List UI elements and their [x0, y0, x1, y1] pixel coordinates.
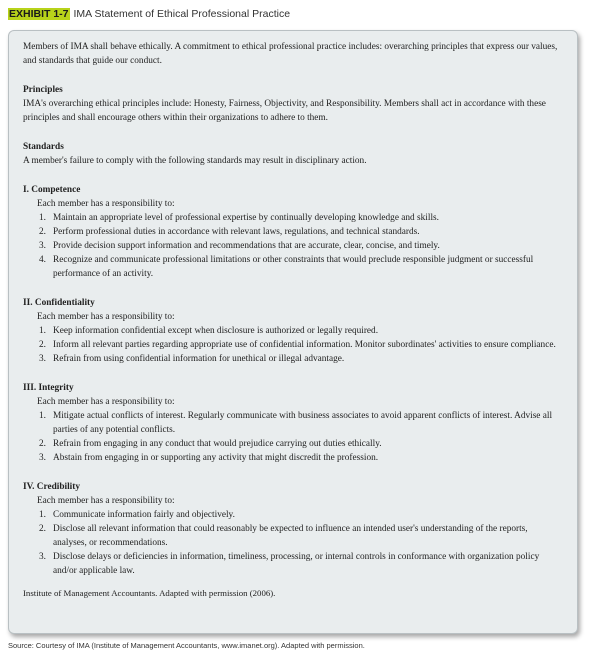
section-heading: IV. Credibility [23, 482, 80, 492]
principles-section [23, 83, 563, 125]
standards-section [23, 140, 563, 168]
responsibility-list [23, 508, 563, 578]
item-number: 1. [39, 326, 46, 336]
list-item [39, 239, 563, 253]
section-lead: Each member has a responsibility to: [37, 312, 175, 322]
exhibit-label: EXHIBIT 1-7 [9, 8, 69, 20]
list-item [39, 508, 563, 522]
responsibility-list [23, 211, 563, 281]
section-lead: Each member has a responsibility to: [37, 496, 175, 506]
section-lead: Each member has a responsibility to: [37, 397, 175, 407]
item-number: 1. [39, 213, 46, 223]
list-item [39, 451, 563, 465]
responsibility-list [23, 409, 563, 465]
item-text: Refrain from engaging in any conduct that would prejudice carrying out duties ethically. [53, 439, 382, 449]
list-item [39, 253, 563, 281]
list-item [39, 225, 563, 239]
item-number: 2. [39, 439, 46, 449]
list-item [39, 211, 563, 225]
section-heading: III. Integrity [23, 383, 74, 393]
item-number: 3. [39, 241, 46, 251]
section-heading: I. Competence [23, 185, 81, 195]
item-number: 3. [39, 552, 46, 562]
principles-text: IMA's overarching ethical principles include: Honesty, Fairness, Objectivity, and Responsibility. Members shall act in accordance with these principles and shall encourage others within their organizations to adhere to them. [23, 99, 546, 123]
item-text: Abstain from engaging in or supporting any activity that might discredit the profession. [53, 453, 379, 463]
standard-section [23, 183, 563, 281]
exhibit-heading: IMA Statement of Ethical Professional Practice [73, 8, 291, 20]
source-caption: Source: Courtesy of IMA (Institute of Management Accountants, www.imanet.org). Adapted with permission. [8, 641, 365, 650]
standard-section [23, 480, 563, 578]
list-item [39, 522, 563, 550]
section-lead: Each member has a responsibility to: [37, 199, 175, 209]
item-text: Disclose all relevant information that could reasonably be expected to influence an intended user's understanding of the reports, analyses, or recommendations. [53, 524, 528, 548]
item-text: Communicate information fairly and objectively. [53, 510, 235, 520]
item-text: Perform professional duties in accordance with relevant laws, regulations, and technical standards. [53, 227, 420, 237]
standards-text: A member's failure to comply with the following standards may result in disciplinary action. [23, 156, 367, 166]
item-text: Maintain an appropriate level of professional expertise by continually developing knowledge and skills. [53, 213, 439, 223]
item-text: Inform all relevant parties regarding appropriate use of confidential information. Monitor subordinates' activities to ensure compliance. [53, 340, 556, 350]
item-number: 2. [39, 524, 46, 534]
exhibit-title [8, 8, 290, 20]
item-text: Refrain from using confidential information for unethical or illegal advantage. [53, 354, 345, 364]
list-item [39, 324, 563, 338]
list-item [39, 352, 563, 366]
standards-heading: Standards [23, 142, 64, 152]
item-text: Disclose delays or deficiencies in information, timeliness, processing, or internal controls in conformance with organization policy and/or applicable law. [53, 552, 540, 576]
item-text: Mitigate actual conflicts of interest. Regularly communicate with business associates to avoid apparent conflicts of interest. Advise all parties of any potential conflicts. [53, 411, 553, 435]
item-number: 2. [39, 227, 46, 237]
list-item [39, 338, 563, 352]
item-number: 3. [39, 354, 46, 364]
standard-section [23, 381, 563, 465]
item-number: 1. [39, 411, 46, 421]
statement-box [8, 30, 578, 634]
attribution-note: Institute of Management Accountants. Adapted with permission (2006). [23, 588, 276, 598]
item-text: Keep information confidential except when disclosure is authorized or legally required. [53, 326, 379, 336]
item-number: 4. [39, 255, 46, 265]
list-item [39, 409, 563, 437]
item-number: 2. [39, 340, 46, 350]
list-item [39, 437, 563, 451]
standard-section [23, 296, 563, 366]
intro-text: Members of IMA shall behave ethically. A commitment to ethical professional practice includes: overarching principles that express our values, and standards that guide our conduct. [23, 42, 558, 66]
item-number: 1. [39, 510, 46, 520]
principles-heading: Principles [23, 85, 63, 95]
item-number: 3. [39, 453, 46, 463]
item-text: Recognize and communicate professional limitations or other constraints that would preclude responsible judgment or successful performance of an activity. [53, 255, 534, 279]
list-item [39, 550, 563, 578]
section-heading: II. Confidentiality [23, 298, 95, 308]
responsibility-list [23, 324, 563, 366]
item-text: Provide decision support information and recommendations that are accurate, clear, concise, and timely. [53, 241, 440, 251]
